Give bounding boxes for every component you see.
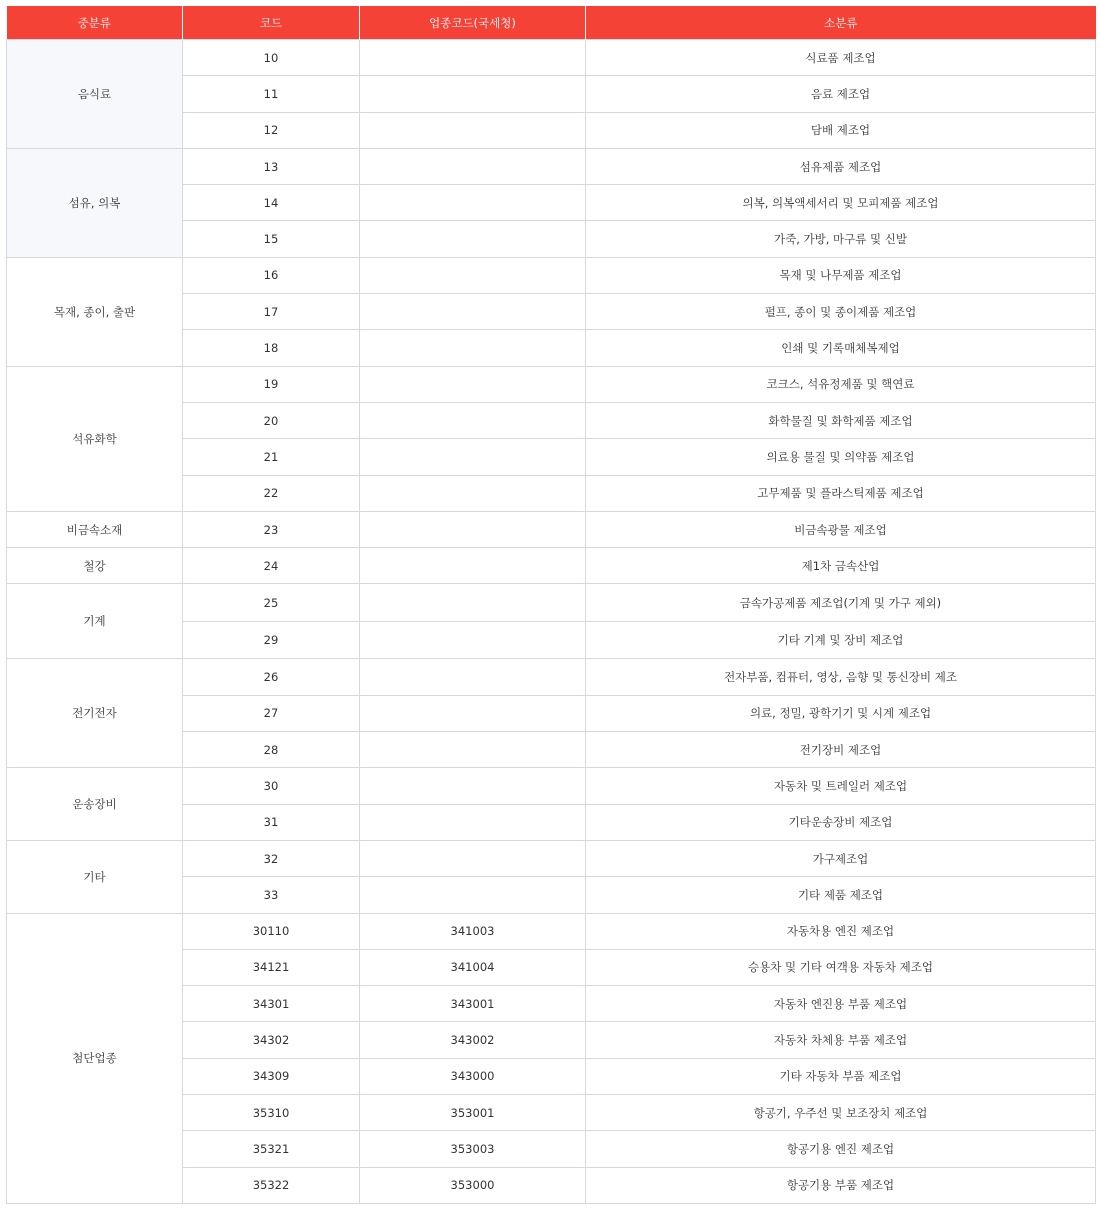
nts-code-cell <box>360 621 586 659</box>
minor-category-cell: 목재 및 나무제품 제조업 <box>586 257 1096 293</box>
code-cell: 30110 <box>183 913 360 949</box>
nts-code-cell: 353001 <box>360 1095 586 1131</box>
table-row <box>7 40 1096 76</box>
minor-category-cell: 비금속광물 제조업 <box>586 511 1096 547</box>
nts-code-cell <box>360 294 586 330</box>
nts-code-cell <box>360 402 586 438</box>
table-row <box>7 548 1096 584</box>
code-cell: 29 <box>183 621 360 659</box>
code-cell: 34121 <box>183 949 360 985</box>
nts-code-cell <box>360 584 586 622</box>
code-cell: 31 <box>183 804 360 840</box>
nts-code-cell <box>360 257 586 293</box>
code-cell: 21 <box>183 439 360 475</box>
nts-code-cell <box>360 659 586 695</box>
nts-code-cell <box>360 185 586 221</box>
major-category-cell: 철강 <box>7 548 183 584</box>
industry-classification-table <box>6 6 1096 1204</box>
minor-category-cell: 식료품 제조업 <box>586 40 1096 76</box>
table-row <box>7 366 1096 402</box>
nts-code-cell: 353000 <box>360 1167 586 1203</box>
code-cell: 12 <box>183 112 360 148</box>
code-cell: 23 <box>183 511 360 547</box>
nts-code-cell <box>360 804 586 840</box>
major-category-cell: 기계 <box>7 584 183 659</box>
code-cell: 28 <box>183 732 360 768</box>
header-code: 코드 <box>183 6 360 40</box>
nts-code-cell: 343002 <box>360 1022 586 1058</box>
nts-code-cell <box>360 732 586 768</box>
table-row <box>7 257 1096 293</box>
code-cell: 14 <box>183 185 360 221</box>
major-category-cell: 석유화학 <box>7 366 183 511</box>
nts-code-cell <box>360 475 586 511</box>
minor-category-cell: 자동차 차체용 부품 제조업 <box>586 1022 1096 1058</box>
minor-category-cell: 전기장비 제조업 <box>586 732 1096 768</box>
code-cell: 24 <box>183 548 360 584</box>
minor-category-cell: 의료용 물질 및 의약품 제조업 <box>586 439 1096 475</box>
code-cell: 34302 <box>183 1022 360 1058</box>
code-cell: 18 <box>183 330 360 366</box>
minor-category-cell: 섬유제품 제조업 <box>586 148 1096 184</box>
minor-category-cell: 항공기용 부품 제조업 <box>586 1167 1096 1203</box>
major-category-cell: 운송장비 <box>7 768 183 841</box>
code-cell: 13 <box>183 148 360 184</box>
nts-code-cell: 353003 <box>360 1131 586 1167</box>
table-row <box>7 840 1096 876</box>
minor-category-cell: 코크스, 석유정제품 및 핵연료 <box>586 366 1096 402</box>
major-category-cell: 섬유, 의복 <box>7 148 183 257</box>
code-cell: 33 <box>183 877 360 913</box>
code-cell: 35310 <box>183 1095 360 1131</box>
code-cell: 34309 <box>183 1058 360 1094</box>
code-cell: 10 <box>183 40 360 76</box>
nts-code-cell <box>360 76 586 112</box>
nts-code-cell <box>360 221 586 257</box>
minor-category-cell: 항공기, 우주선 및 보조장치 제조업 <box>586 1095 1096 1131</box>
code-cell: 22 <box>183 475 360 511</box>
code-cell: 16 <box>183 257 360 293</box>
code-cell: 17 <box>183 294 360 330</box>
table-row <box>7 511 1096 547</box>
code-cell: 32 <box>183 840 360 876</box>
table-header-row <box>7 6 1096 40</box>
major-category-cell: 음식료 <box>7 40 183 149</box>
minor-category-cell: 승용차 및 기타 여객용 자동차 제조업 <box>586 949 1096 985</box>
major-category-cell: 첨단업종 <box>7 913 183 1203</box>
code-cell: 15 <box>183 221 360 257</box>
nts-code-cell <box>360 695 586 731</box>
table-row <box>7 148 1096 184</box>
minor-category-cell: 제1차 금속산업 <box>586 548 1096 584</box>
nts-code-cell <box>360 548 586 584</box>
minor-category-cell: 고무제품 및 플라스틱제품 제조업 <box>586 475 1096 511</box>
code-cell: 26 <box>183 659 360 695</box>
nts-code-cell <box>360 40 586 76</box>
minor-category-cell: 인쇄 및 기록매체복제업 <box>586 330 1096 366</box>
code-cell: 35321 <box>183 1131 360 1167</box>
code-cell: 34301 <box>183 986 360 1022</box>
code-cell: 20 <box>183 402 360 438</box>
code-cell: 25 <box>183 584 360 622</box>
minor-category-cell: 자동차용 엔진 제조업 <box>586 913 1096 949</box>
nts-code-cell <box>360 366 586 402</box>
minor-category-cell: 기타 제품 제조업 <box>586 877 1096 913</box>
minor-category-cell: 음료 제조업 <box>586 76 1096 112</box>
minor-category-cell: 기타 기계 및 장비 제조업 <box>586 621 1096 659</box>
major-category-cell: 목재, 종이, 출판 <box>7 257 183 366</box>
minor-category-cell: 의복, 의복액세서리 및 모피제품 제조업 <box>586 185 1096 221</box>
minor-category-cell: 자동차 엔진용 부품 제조업 <box>586 986 1096 1022</box>
code-cell: 35322 <box>183 1167 360 1203</box>
minor-category-cell: 화학물질 및 화학제품 제조업 <box>586 402 1096 438</box>
minor-category-cell: 기타 자동차 부품 제조업 <box>586 1058 1096 1094</box>
table-body <box>7 40 1096 1204</box>
nts-code-cell <box>360 439 586 475</box>
minor-category-cell: 의료, 정밀, 광학기기 및 시계 제조업 <box>586 695 1096 731</box>
major-category-cell: 기타 <box>7 840 183 913</box>
nts-code-cell: 341004 <box>360 949 586 985</box>
table-row <box>7 659 1096 695</box>
table-row <box>7 584 1096 622</box>
code-cell: 27 <box>183 695 360 731</box>
code-cell: 11 <box>183 76 360 112</box>
nts-code-cell <box>360 877 586 913</box>
nts-code-cell <box>360 840 586 876</box>
code-cell: 19 <box>183 366 360 402</box>
minor-category-cell: 자동차 및 트레일러 제조업 <box>586 768 1096 804</box>
minor-category-cell: 전자부품, 컴퓨터, 영상, 음향 및 통신장비 제조 <box>586 659 1096 695</box>
minor-category-cell: 가구제조업 <box>586 840 1096 876</box>
header-minor-category: 소분류 <box>586 6 1096 40</box>
nts-code-cell <box>360 330 586 366</box>
header-nts-industry-code: 업종코드(국세청) <box>360 6 586 40</box>
nts-code-cell: 341003 <box>360 913 586 949</box>
nts-code-cell <box>360 112 586 148</box>
table-row <box>7 913 1096 949</box>
nts-code-cell <box>360 768 586 804</box>
major-category-cell: 비금속소재 <box>7 511 183 547</box>
nts-code-cell: 343001 <box>360 986 586 1022</box>
nts-code-cell <box>360 511 586 547</box>
minor-category-cell: 금속가공제품 제조업(기계 및 가구 제외) <box>586 584 1096 622</box>
minor-category-cell: 펄프, 종이 및 종이제품 제조업 <box>586 294 1096 330</box>
minor-category-cell: 가죽, 가방, 마구류 및 신발 <box>586 221 1096 257</box>
code-cell: 30 <box>183 768 360 804</box>
header-major-category: 중분류 <box>7 6 183 40</box>
table-row <box>7 768 1096 804</box>
minor-category-cell: 항공기용 엔진 제조업 <box>586 1131 1096 1167</box>
minor-category-cell: 기타운송장비 제조업 <box>586 804 1096 840</box>
nts-code-cell <box>360 148 586 184</box>
nts-code-cell: 343000 <box>360 1058 586 1094</box>
minor-category-cell: 담배 제조업 <box>586 112 1096 148</box>
major-category-cell: 전기전자 <box>7 659 183 768</box>
